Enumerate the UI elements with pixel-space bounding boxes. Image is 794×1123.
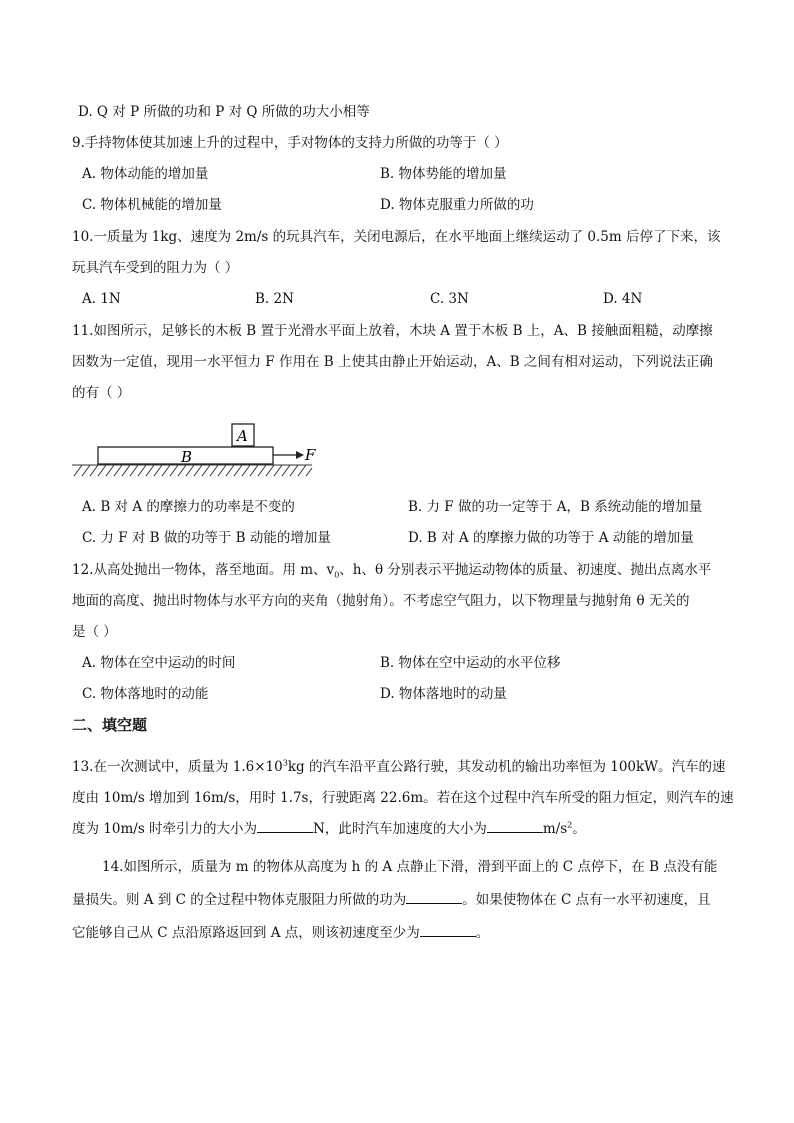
q11-option-a: A. B 对 A 的摩擦力的功率是不变的 [82, 499, 295, 515]
q11-stem-line2: 因数为一定值，现用一水平恒力 F 作用在 B 上使其由静止开始运动，A、B 之间有相对运动，下列说法正确 [72, 354, 713, 370]
label-a: A [237, 427, 248, 445]
q12-option-c: C. 物体落地时的动能 [82, 686, 209, 702]
q12-option-b: B. 物体在空中运动的水平位移 [380, 655, 561, 671]
q11-stem-line1: 11.如图所示，足够长的木板 B 置于光滑水平面上放着，木块 A 置于木板 B 上，A、B 接触面粗糙，动摩擦 [72, 323, 713, 339]
ground-hatching [72, 465, 312, 476]
q14-line1: 14.如图所示，质量为 m 的物体从高度为 h 的 A 点静止下滑，滑到平面上的 C 点停下，在 B 点没有能 [102, 859, 718, 875]
q11-option-b: B. 力 F 做的功一定等于 A，B 系统动能的增加量 [408, 499, 703, 515]
section-title: 二、填空题 [72, 716, 148, 734]
q9-stem: 9.手持物体使其加速上升的过程中，手对物体的支持力所做的功等于（ ） [72, 135, 508, 151]
q14-line2: 量损失。则 A 到 C 的全过程中物体克服阻力所做的功为 。如果使物体在 C 点有一水平初速度，且 [72, 892, 711, 908]
q10-option-b: B. 2N [255, 291, 294, 307]
q11-stem-line3: 的有（ ） [72, 385, 131, 401]
answer-blank[interactable] [257, 820, 313, 833]
answer-blank[interactable] [487, 820, 543, 833]
answer-blank[interactable] [420, 924, 476, 937]
q10-option-d: D. 4N [603, 291, 643, 307]
q10-stem-line2: 玩具汽车受到的阻力为（ ） [72, 260, 239, 276]
q10-stem-line1: 10.一质量为 1kg、速度为 2m/s 的玩具汽车，关闭电源后，在水平地面上继续运动了 0.5m 后停了下来，该 [72, 229, 721, 245]
q11-option-d: D. B 对 A 的摩擦力做的功等于 A 动能的增加量 [408, 530, 694, 546]
q13-line2: 度由 10m/s 增加到 16m/s，用时 1.7s，行驶距离 22.6m。若在这个过程中汽车所受的阻力恒定，则汽车的速 [72, 790, 734, 806]
label-b: B [181, 448, 193, 466]
q13-line1: 13.在一次测试中，质量为 $1.6\times 10^3kg$ 的汽车沿平直公路行驶，其发动机的输出功率恒为 100kW。汽车的速 [72, 758, 726, 775]
q9-option-c: C. 物体机械能的增加量 [82, 197, 222, 213]
answer-blank[interactable] [406, 891, 462, 904]
q12-stem-line3: 是（ ） [72, 624, 117, 640]
q12-stem-line2: 地面的高度、抛出时物体与水平方向的夹角（抛射角）。不考虑空气阻力，以下物理量与抛射角 θ 无关的 [72, 593, 690, 609]
q14-line3: 它能够自己从 C 点沿原路返回到 A 点，则该初速度至少为 。 [72, 925, 490, 941]
q10-option-c: C. 3N [430, 291, 469, 307]
q13-line3: 度为 10m/s 时牵引力的大小为 N，此时汽车加速度的大小为 $m/s^2$。 [72, 820, 586, 837]
q12-stem-line1: 12.从高处抛出一物体，落至地面。用 m、$v_0$、h、θ 分别表示平抛运动物体的质量、初速度、抛出点离水平 [72, 562, 712, 580]
q9-option-a: A. 物体动能的增加量 [82, 166, 209, 182]
q12-option-a: A. 物体在空中运动的时间 [82, 655, 236, 671]
q10-option-a: A. 1N [82, 291, 121, 307]
q9-option-d: D. 物体克服重力所做的功 [380, 197, 534, 213]
q12-option-d: D. 物体落地时的动量 [380, 686, 507, 702]
force-arrow-head-icon [296, 451, 304, 459]
q11-option-c: C. 力 F 对 B 做的功等于 B 动能的增加量 [82, 530, 331, 546]
label-f: F [305, 446, 316, 464]
q11-figure [72, 418, 322, 484]
q9-option-b: B. 物体势能的增加量 [380, 166, 507, 182]
q8-option-d: D. Q 对 P 所做的功和 P 对 Q 所做的功大小相等 [78, 104, 370, 120]
